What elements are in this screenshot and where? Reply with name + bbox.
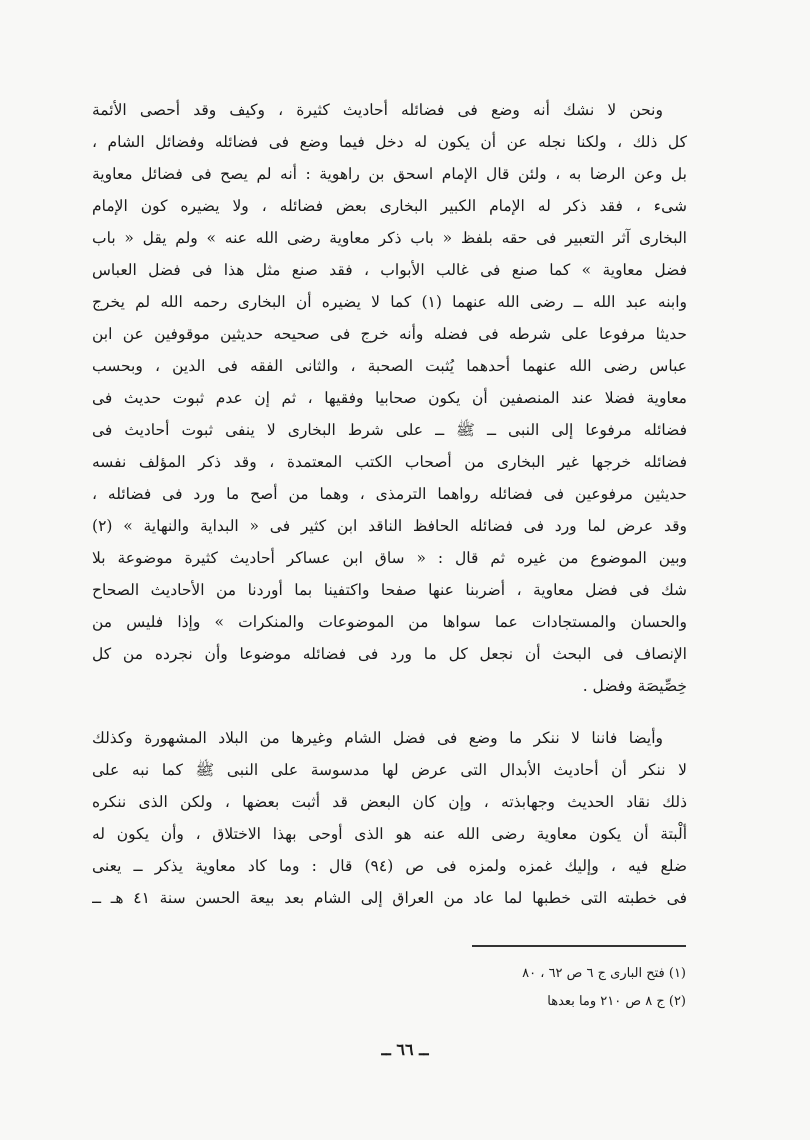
text-line: بل وعن الرضا به ، ولئن قال الإمام اسحق بن راهوية : أنه لم يصح فى فضائل معاوية <box>92 165 687 183</box>
footnote-separator <box>472 945 686 947</box>
text-line: عباس رضى الله عنهما أحدهما يُثبت الصحبة ، والثانى الفقه فى الدين ، وبحسب <box>92 357 687 375</box>
paragraph-gap <box>92 702 687 722</box>
text-line: ذلك نقاد الحديث وجهابذته ، وإن كان البعض قد أثبت بعضها ، ولكن الذى ننكره <box>92 793 687 811</box>
text-line: خِصِّيصَة وفضل . <box>582 677 687 695</box>
text-line: الإنصاف فى البحث أن نجعل كل ما ورد فى فضائله موضوعا وأن نجرده من كل <box>92 645 687 663</box>
page-number: ــ ٦٦ ــ <box>381 1040 429 1059</box>
text-line: وقد عرض لما ورد فى فضائله الحافظ الناقد ابن كثير فى « البداية والنهاية » (٢) <box>92 517 687 535</box>
body-text <box>92 94 687 914</box>
footnotes <box>360 960 686 1016</box>
text-line: ألْبتة أن يكون معاوية رضى الله عنه هو الذى أوحى بهذا الاختلاق ، وأن يكون له <box>92 825 687 843</box>
text-line: لا ننكر أن أحاديث الأبدال التى عرض لها مدسوسة على النبى ﷺ كما نبه على <box>92 761 687 779</box>
text-line: وابنه عبد الله ــ رضى الله عنهما (١) كما لا يضيره أن البخارى رحمه الله لم يخرج <box>92 293 687 311</box>
text-line: حديثين مرفوعين فى فضائله رواهما الترمذى ، وهما من أصح ما ورد فى فضائله ، <box>92 485 687 503</box>
paragraph-1 <box>92 94 687 702</box>
text-line: فضائله خرجها غير البخارى من أصحاب الكتب المعتمدة ، وقد ذكر المؤلف نفسه <box>92 453 687 471</box>
text-line: وأيضا فاننا لا ننكر ما وضع فى فضل الشام وغيرها من البلاد المشهورة وكذلك <box>92 729 663 747</box>
paragraph-2 <box>92 722 687 914</box>
text-line: معاوية فضلا عند المنصفين أن يكون صحابيا وفقيها ، ثم إن عدم ثبوت حديث فى <box>92 389 687 407</box>
text-line: كل ذلك ، ولكنا نجله عن أن يكون له دخل فيما وضع فى فضائله وفضائل الشام ، <box>92 133 687 151</box>
text-line: البخارى آثر التعبير فى حقه بلفظ « باب ذكر معاوية رضى الله عنه » ولم يقل « باب <box>92 229 687 247</box>
text-line: شك فى فضل معاوية ، أضربنا عنها صفحا واكتفينا بما أوردنا من الأحاديث الصحاح <box>92 581 687 599</box>
text-line: فضائله مرفوعا إلى النبى ــ ﷺ ــ على شرط البخارى لا ينفى ثبوت أحاديث فى <box>92 421 687 439</box>
footnote-1: (١) فتح البارى ج ٦ ص ٦٢ ، ٨٠ <box>522 966 686 981</box>
text-line: فى خطبته التى خطبها لما عاد من العراق إلى الشام بعد بيعة الحسن سنة ٤١ هـ ــ <box>92 889 687 907</box>
text-line: شىء ، فقد ذكر له الإمام الكبير البخارى بعض فضائله ، ولا يضيره كون الإمام <box>92 197 687 215</box>
text-line: حديثا مرفوعا على شرطه فى فضله وأنه خرج فى صحيحه حديثين موقوفين عن ابن <box>92 325 687 343</box>
footnote-2: (٢) ج ٨ ص ٢١٠ وما بعدها <box>547 994 686 1009</box>
text-line: ضلع فيه ، وإليك غمزه ولمزه فى ص (٩٤) قال : وما كاد معاوية يذكر ــ يعنى <box>92 857 687 875</box>
text-line: وبين الموضوع من غيره ثم قال : « ساق ابن عساكر أحاديث كثيرة موضوعة بلا <box>92 549 687 567</box>
text-line: والحسان والمستجادات عما سواها من الموضوعات والمنكرات » وإذا فليس من <box>92 613 687 631</box>
text-line: فضل معاوية » كما صنع فى غالب الأبواب ، فقد صنع مثل هذا فى فضل العباس <box>92 261 687 279</box>
text-line: ونحن لا نشك أنه وضع فى فضائله أحاديث كثيرة ، وكيف وقد أحصى الأئمة <box>92 101 663 119</box>
